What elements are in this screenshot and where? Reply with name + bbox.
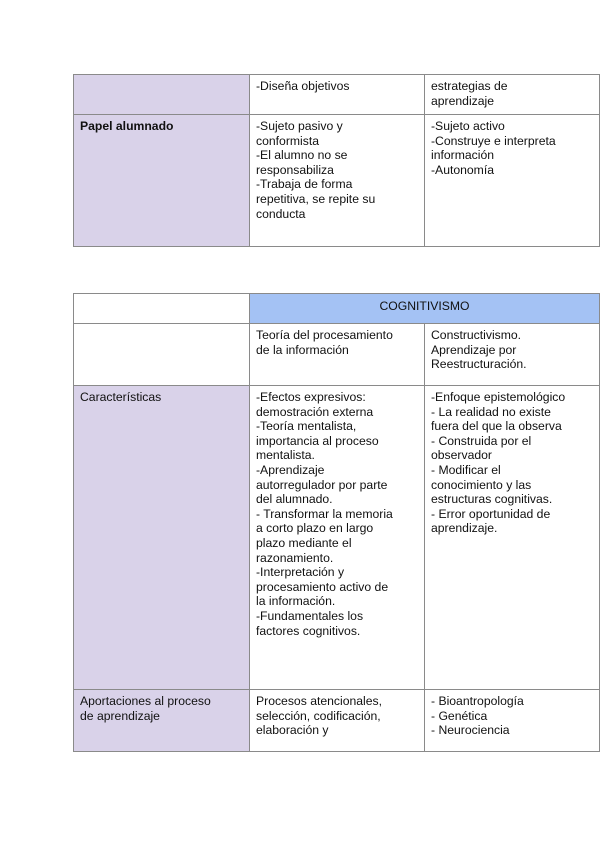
table-cell: Procesos atencionales, selección, codificación, elaboración y [250,690,425,752]
row-label-aportaciones: Aportaciones al proceso de aprendizaje [74,690,250,752]
table-row [74,690,600,752]
table-cell: - Bioantropología - Genética - Neurociencia [425,690,600,752]
row-label-papel-alumnado: Papel alumnado [74,115,250,247]
empty-label-cell [74,324,250,386]
table-row [74,386,600,690]
table-cell: -Enfoque epistemológico - La realidad no existe fuera del que la observa - Construida por el observador - Modificar el conocimiento y las estructuras cognitivas. - Error oportunidad de aprendizaje. [425,386,600,690]
cognitivismo-table [73,293,600,752]
subheader-constructivismo: Constructivismo. Aprendizaje por Reestructuración. [425,324,600,386]
table-row [74,75,600,115]
table-row [74,115,600,247]
comparison-table-continued [73,74,600,247]
row-label-cell [74,75,250,115]
table-header-row [74,294,600,324]
table-cell: -Sujeto activo -Construye e interpreta información -Autonomía [425,115,600,247]
header-cognitivismo: COGNITIVISMO [250,294,600,324]
subheader-procesamiento: Teoría del procesamiento de la información [250,324,425,386]
empty-corner-cell [74,294,250,324]
table-cell: estrategias de aprendizaje [425,75,600,115]
table-cell: -Efectos expresivos: demostración externa -Teoría mentalista, importancia al proceso mentalista. -Aprendizaje autorregulador por parte del alumnado. - Transformar la memoria a corto plazo en largo plazo mediante el razonamiento. -Interpretación y procesamiento activo de la información. -Fundamentales los factores cognitivos. [250,386,425,690]
table-cell: -Diseña objetivos [250,75,425,115]
table-cell: -Sujeto pasivo y conformista -El alumno no se responsabiliza -Trabaja de forma repetitiva, se repite su conducta [250,115,425,247]
table-subheader-row [74,324,600,386]
row-label-caracteristicas: Características [74,386,250,690]
